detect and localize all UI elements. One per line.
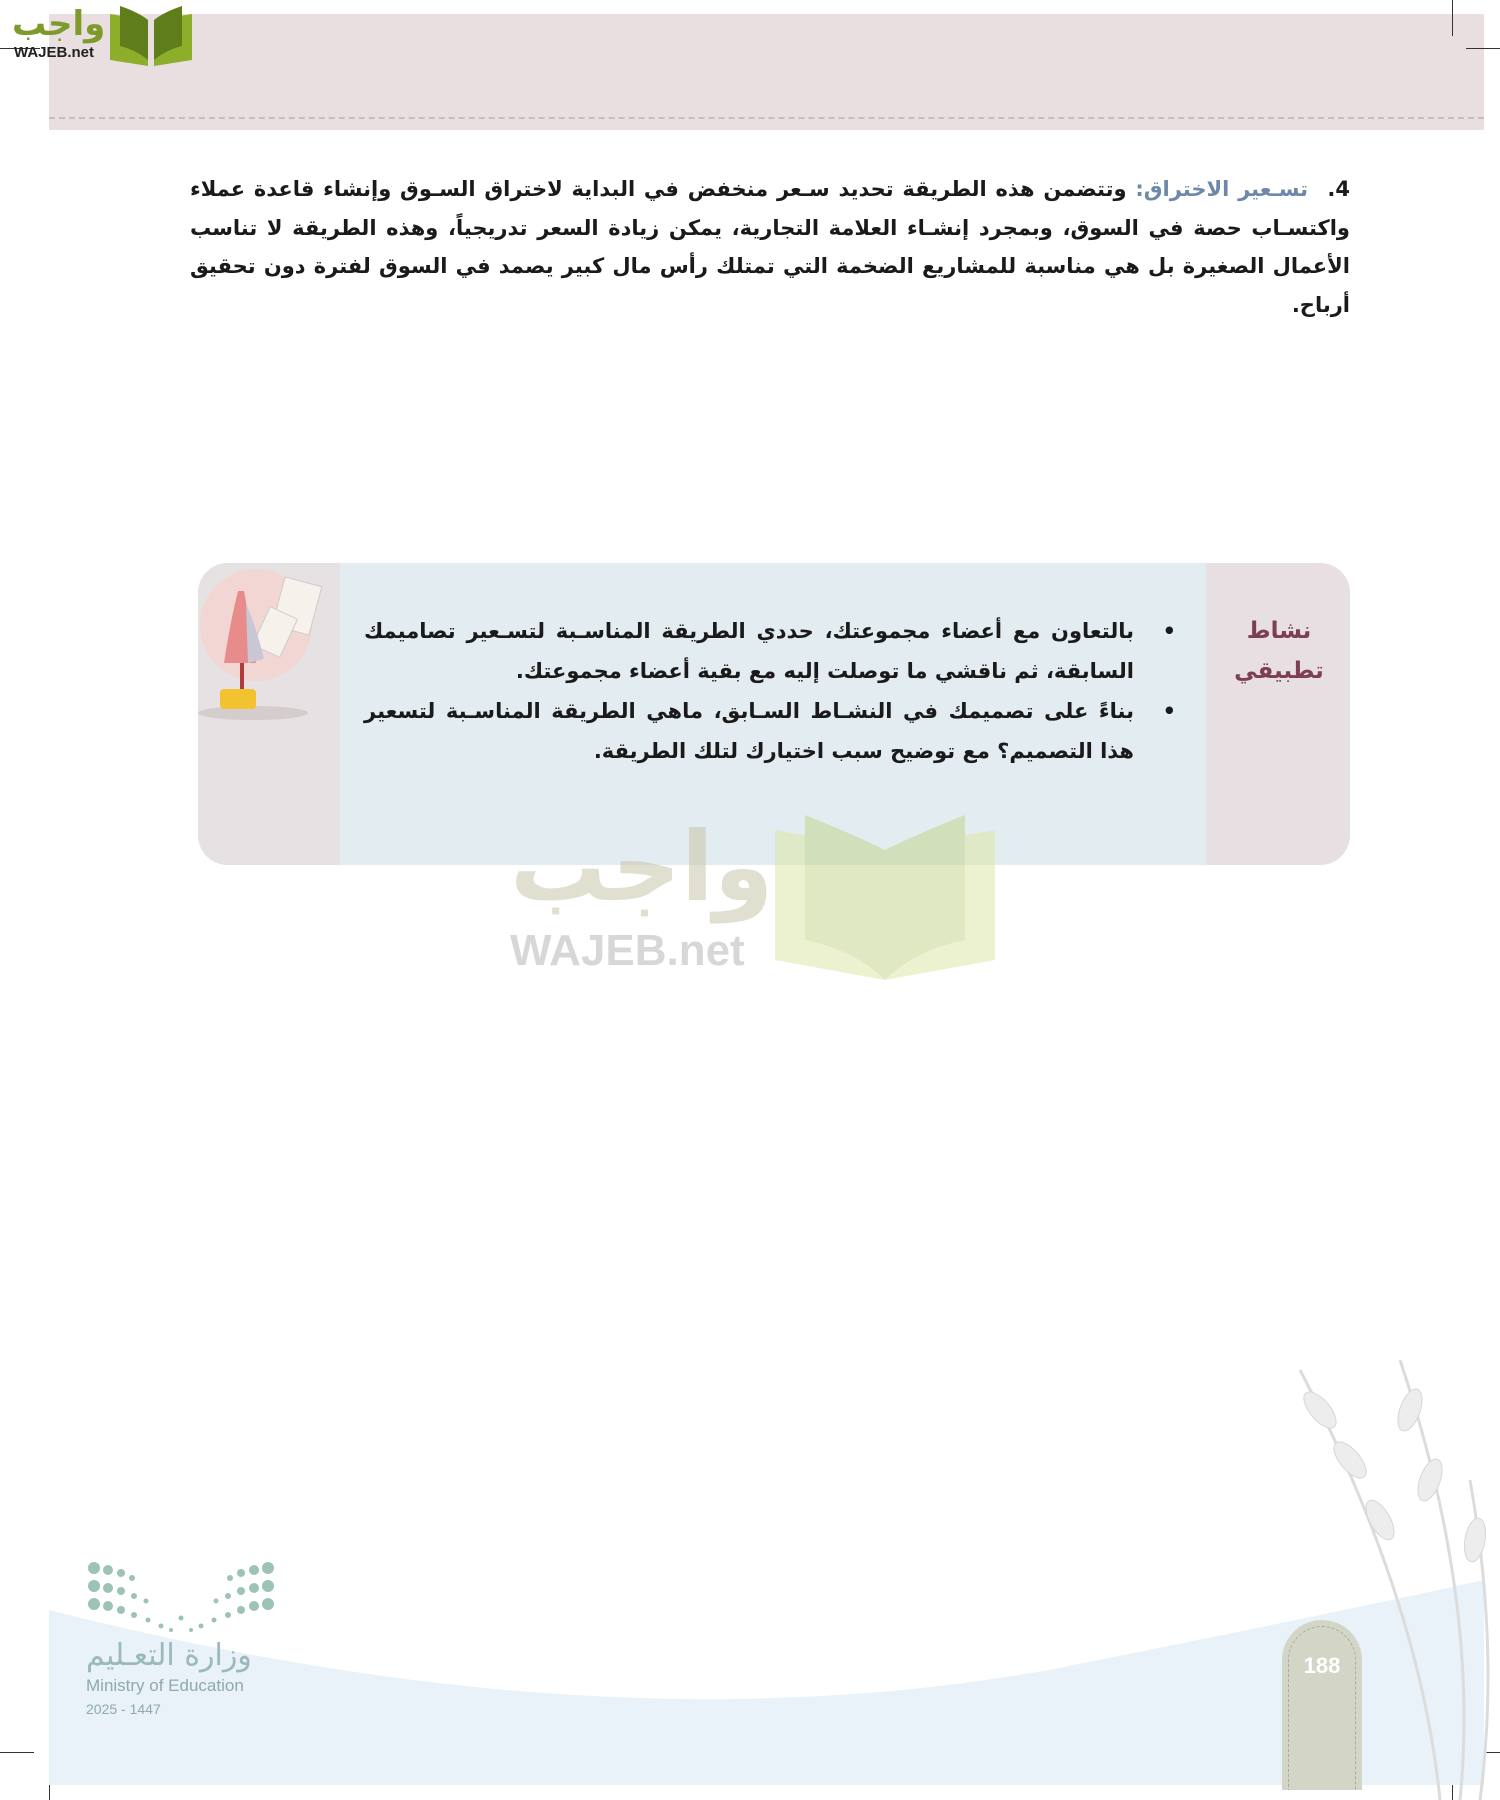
logo-english: WAJEB.net [14, 44, 95, 61]
header-band [49, 14, 1484, 130]
activity-item [364, 691, 1176, 771]
item-number: 4. [1327, 177, 1350, 201]
ministry-name-arabic: وزارة التعـليم [86, 1638, 252, 1673]
wajeb-watermark [505, 810, 1005, 990]
book-icon [108, 6, 194, 68]
logo-arabic: واجب [12, 4, 106, 44]
crop-mark [1466, 48, 1500, 49]
ministry-logo-dots [86, 1558, 276, 1648]
header-divider [49, 117, 1484, 119]
term-description: وتتضمن هذه الطريقة تحديد سـعر منخفض في البداية لاختراق السـوق وإنشاء قاعدة عملاء واكتسـاب حصة في السوق، وبمجرد إنشـاء العلامة التجارية، يمكن زيادة السعر تدريجياً، وهذه الطريقة لا تناسب الأعمال الصغيرة بل هي مناسبة للمشاريع الضخمة التي تمتلك رأس مال كبير يصمد في السوق لفترة دون تحقيق أرباح. [190, 177, 1350, 317]
crop-mark [0, 1752, 34, 1753]
watermark-english: WAJEB.net [510, 926, 745, 975]
activity-item [364, 611, 1176, 691]
dress-form-icon [198, 563, 338, 723]
page-tab-stitch [1288, 1626, 1356, 1790]
page-number-tab [1282, 1620, 1362, 1790]
activity-illustration [198, 563, 338, 865]
edition-year: 2025 - 1447 [86, 1701, 161, 1717]
ministry-name-english: Ministry of Education [86, 1676, 244, 1695]
wajeb-logo[interactable] [8, 4, 193, 68]
bullet: • [1162, 619, 1176, 643]
activity-item-text: بالتعاون مع أعضاء مجموعتك، حددي الطريقة المناسـبة لتسـعير تصاميمك السابقة، ثم ناقشي ما توصلت إليه مع بقية أعضاء مجموعتك. [364, 619, 1134, 683]
page-number: 188 [1303, 1653, 1341, 1678]
activity-label-line2: تطبيقي [1234, 658, 1324, 684]
activity-item-text: بناءً على تصميمك في النشـاط السـابق، ماهي الطريقة المناسـبة لتسعير هذا التصميم؟ مع توضيح سبب اختيارك لتلك الطريقة. [364, 699, 1134, 763]
watermark-arabic: واجب [510, 811, 774, 923]
crop-mark [1452, 0, 1453, 36]
activity-label-line1: نشاط [1246, 618, 1312, 644]
bullet: • [1162, 699, 1176, 723]
term-heading: تسـعير الاختراق: [1135, 177, 1308, 201]
section-paragraph [190, 170, 1350, 324]
activity-label [1208, 563, 1350, 865]
